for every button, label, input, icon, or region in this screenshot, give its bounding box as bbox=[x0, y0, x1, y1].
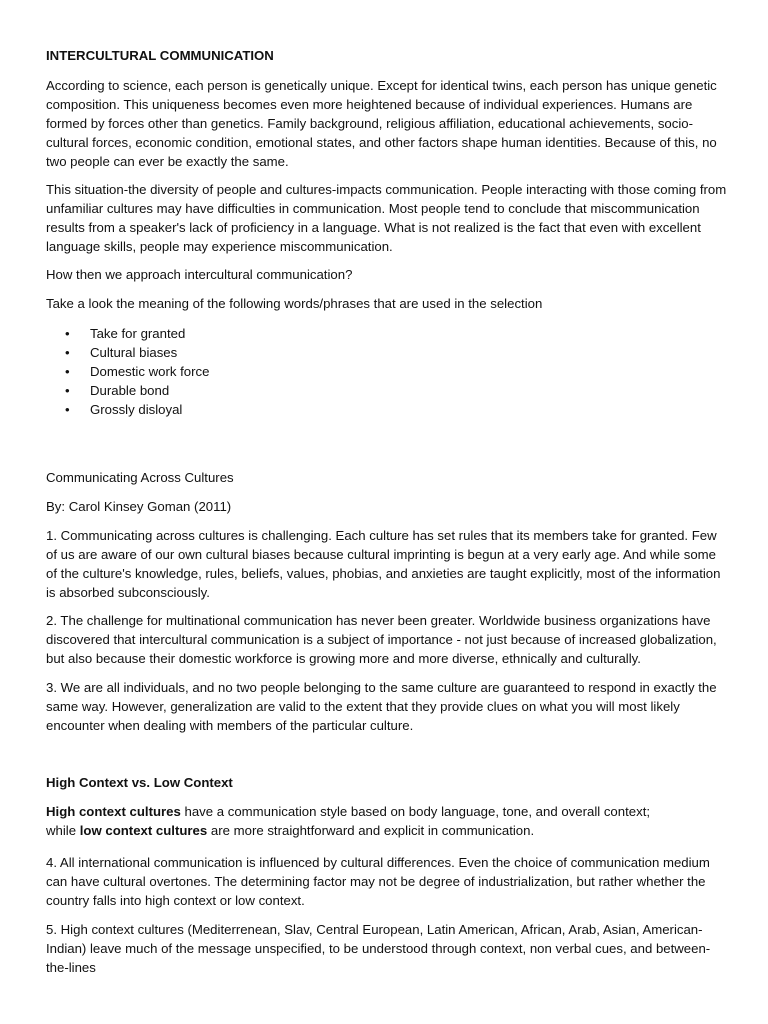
article-paragraph-3: 3. We are all individuals, and no two people belonging to the same culture are guaranteed to respond in exactly the same way. However, generalization are valid to the extent that they provide clues on what you will most likely encounter when dealing with members of the particular culture. bbox=[46, 680, 717, 733]
low-context-lead: while bbox=[46, 823, 80, 838]
high-context-desc: have a communication style based on body language, tone, and overall context; bbox=[180, 804, 651, 819]
vocab-item: • Domestic work force bbox=[46, 362, 728, 381]
article-paragraph-2: 2. The challenge for multinational communication has never been greater. Worldwide business organizations have discovered that intercultural communication is a subject of importance - not just because of increased globalization, but also because their domestic workforce is growing more and more diverse, ethnically and culturally. bbox=[46, 613, 717, 666]
low-context-desc: are more straightforward and explicit in communication. bbox=[207, 823, 535, 838]
intro-question: How then we approach intercultural communication? bbox=[46, 267, 353, 282]
intro-paragraph-1: According to science, each person is genetically unique. Except for identical twins, each person has unique genetic composition. This uniqueness becomes even more heightened because of individual experiences. Humans are formed by forces other than genetics. Family background, religious affiliation, educational achievements, socio-cultural forces, economic condition, emotional states, and other factors shape human identities. Because of this, no two people can ever be exactly the same. bbox=[46, 78, 717, 169]
vocab-item: • Cultural biases bbox=[46, 343, 728, 362]
article-byline: By: Carol Kinsey Goman (2011) bbox=[46, 499, 232, 514]
vocab-item: • Durable bond bbox=[46, 381, 728, 400]
vocab-list bbox=[46, 324, 728, 419]
vocab-item: • Take for granted bbox=[46, 324, 728, 343]
document-title: INTERCULTURAL COMMUNICATION bbox=[46, 48, 274, 63]
context-heading: High Context vs. Low Context bbox=[46, 775, 233, 790]
low-context-term: low context cultures bbox=[79, 823, 208, 838]
article-paragraph-1: 1. Communicating across cultures is challenging. Each culture has set rules that its members take for granted. Few of us are aware of our own cultural biases because cultural imprinting is begun at a very early age. And while some of the culture's knowledge, rules, beliefs, values, phobias, and anxieties are taught explicitly, most of the information is absorbed subconsciously. bbox=[46, 528, 721, 600]
context-paragraph-5: 5. High context cultures (Mediterrenean, Slav, Central European, Latin American, African, Arab, Asian, American-Indian) leave much of the message unspecified, to be understood through context, non verbal cues, and between-the-lines bbox=[46, 922, 711, 975]
high-context-term: High context cultures bbox=[46, 804, 181, 819]
context-paragraph-4: 4. All international communication is influenced by cultural differences. Even the choice of communication medium can have cultural overtones. The determining factor may not be degree of industrialization, but rather whether the country falls into high context or low context. bbox=[46, 855, 710, 908]
context-definition bbox=[46, 802, 728, 840]
vocab-item: • Grossly disloyal bbox=[46, 400, 728, 419]
vocab-prompt: Take a look the meaning of the following words/phrases that are used in the selection bbox=[46, 296, 543, 311]
intro-paragraph-2: This situation-the diversity of people and cultures-impacts communication. People interacting with those coming from unfamiliar cultures may have difficulties in communication. Most people tend to conclude that miscommunication results from a speaker's lack of proficiency in a language. What is not realized is the fact that even with excellent language skills, people may experience miscommunication. bbox=[46, 182, 727, 254]
article-title: Communicating Across Cultures bbox=[46, 470, 234, 485]
